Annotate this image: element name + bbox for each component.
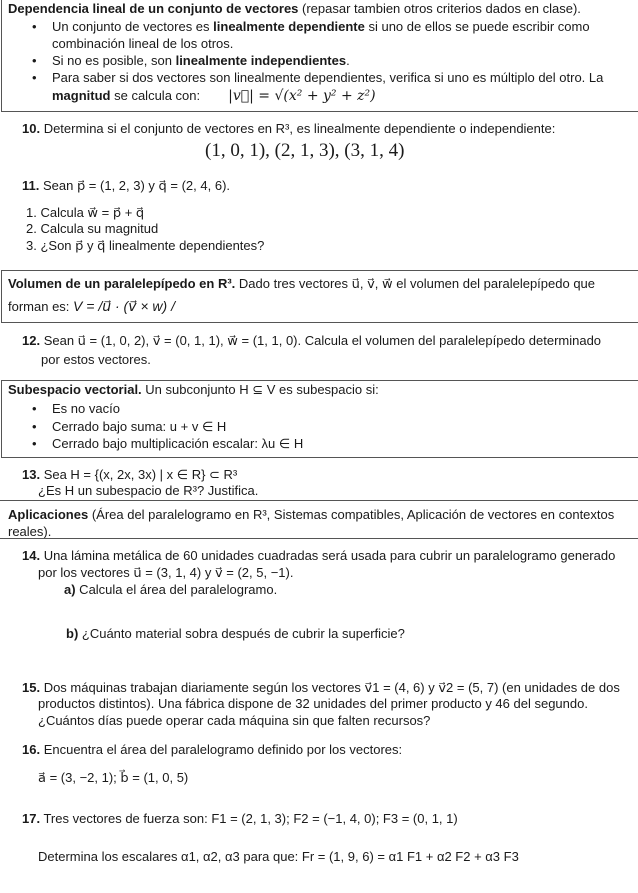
dependencia-title	[8, 1, 581, 17]
q15-continuation: productos distintos). Una fábrica dispone de 32 unidades del primer producto y 46 del segundo.	[38, 696, 588, 711]
question-14	[22, 548, 615, 564]
question-number: 10.	[22, 121, 41, 136]
part-text: ¿Cuánto material sobra después de cubrir la superficie?	[78, 626, 405, 641]
text: se calcula con:	[110, 88, 201, 103]
q14-continuation: por los vectores u⃗ = (3, 1, 4) y v⃗ = (2, 5, −1).	[38, 565, 294, 580]
text: .	[346, 53, 350, 68]
text: (Área del paralelogramo en R³, Sistemas compatibles, Aplicación de vectores en contextos	[88, 507, 615, 522]
question-17	[22, 811, 458, 827]
title-rest: (repasar tambien otros criterios dados en clase).	[298, 1, 581, 16]
q14-part-a	[64, 582, 277, 598]
q11-item: 3. ¿Son p⃗ y q⃗ linealmente dependientes?	[26, 238, 265, 253]
volume-formula: V = /u⃗ · (v⃗ × w) /	[73, 298, 175, 314]
title-bold: Subespacio vectorial.	[8, 382, 142, 397]
text: Dado tres vectores u⃗, v⃗, w⃗ el volumen del paralelepípedo que	[235, 276, 596, 291]
aplicaciones-title	[8, 507, 614, 523]
part-text: Calcula el área del paralelogramo.	[75, 582, 278, 597]
subespacio-bullet: • Cerrado bajo suma: u + v ∈ H	[52, 419, 226, 435]
volumen-formula-line	[8, 298, 175, 315]
text-bold: linealmente dependiente	[213, 19, 365, 34]
title-bold: Aplicaciones	[8, 507, 89, 522]
question-text: Encuentra el área del paralelogramo definido por los vectores:	[40, 742, 403, 757]
question-11	[22, 178, 230, 194]
text-bold: linealmente independientes	[175, 53, 347, 68]
question-16	[22, 742, 402, 758]
question-15	[22, 680, 620, 696]
q10-formula: (1, 0, 1), (2, 1, 3), (3, 1, 4)	[205, 140, 405, 161]
subespacio-title	[8, 382, 379, 398]
text: Un subconjunto H ⊆ V es subespacio si:	[141, 382, 379, 397]
bullet-multiplo: • Para saber si dos vectores son linealmente dependientes, verifica si uno es múltiplo del otro. La	[52, 70, 603, 86]
question-text: Determina si el conjunto de vectores en R³, es linealmente dependiente o independiente:	[40, 121, 556, 136]
magnitude-formula: |v⃗| = √(x² + y² + z²)	[228, 88, 376, 104]
question-13	[22, 467, 237, 483]
question-12	[22, 333, 601, 349]
subespacio-bullet: • Cerrado bajo multiplicación escalar: λu ∈ H	[52, 436, 303, 452]
title-bold: Volumen de un paralelepípedo en R³.	[8, 276, 236, 291]
magnitud-line	[52, 88, 376, 104]
divider	[0, 500, 638, 501]
title-bold: Dependencia lineal de un conjunto de vectores	[8, 1, 299, 16]
volumen-title	[8, 276, 595, 292]
question-number: 17.	[22, 811, 41, 826]
question-text: Sean u⃗ = (1, 0, 2), v⃗ = (0, 1, 1), w⃗ = (1, 1, 0). Calcula el volumen del paralelepípedo determinado	[40, 333, 602, 348]
q14-part-b	[66, 626, 405, 642]
part-label: a)	[64, 582, 76, 597]
text: Si no es posible, son	[52, 53, 176, 68]
subespacio-bullet: • Es no vacío	[52, 401, 120, 417]
question-number: 16.	[22, 742, 41, 757]
text-bold: magnitud	[52, 88, 111, 103]
divider	[0, 538, 638, 539]
text: Un conjunto de vectores es	[52, 19, 214, 34]
question-number: 13.	[22, 467, 41, 482]
part-label: b)	[66, 626, 79, 641]
question-number: 11.	[22, 178, 40, 193]
q11-item: 1. Calcula w⃗ = p⃗ + q⃗	[26, 205, 145, 220]
question-number: 14.	[22, 548, 41, 563]
q13-continuation: ¿Es H un subespacio de R³? Justifica.	[38, 483, 259, 498]
bullet-dependiente	[52, 19, 590, 35]
q11-item: 2. Calcula su magnitud	[26, 221, 159, 236]
q16-vectors: a⃗ = (3, −2, 1); b⃗ = (1, 0, 5)	[38, 770, 189, 785]
question-text: Sea H = {(x, 2x, 3x) | x ∈ R} ⊂ R³	[40, 467, 238, 482]
q17-continuation: Determina los escalares α1, α2, α3 para que: Fr = (1, 9, 6) = α1 F1 + α2 F2 + α3 F3	[38, 849, 519, 864]
question-number: 15.	[22, 680, 41, 695]
text: forman es:	[8, 299, 74, 314]
question-text: Sean p⃗ = (1, 2, 3) y q⃗ = (2, 4, 6).	[39, 178, 231, 193]
q15-continuation: ¿Cuántos días puede operar cada máquina sin que falten recursos?	[38, 713, 431, 728]
question-text: Tres vectores de fuerza son: F1 = (2, 1, 3); F2 = (−1, 4, 0); F3 = (0, 1, 1)	[40, 811, 458, 826]
q12-continuation: por estos vectores.	[41, 352, 151, 367]
bullet-continuation: combinación lineal de los otros.	[52, 36, 234, 51]
question-text: Dos máquinas trabajan diariamente según los vectores v⃗1 = (4, 6) y v⃗2 = (5, 7) (en unidades de dos	[40, 680, 620, 695]
question-number: 12.	[22, 333, 41, 348]
aplicaciones-continuation: reales).	[8, 524, 52, 539]
question-10	[22, 121, 555, 137]
text: si uno de ellos se puede escribir como	[364, 19, 590, 34]
bullet-independiente	[52, 53, 350, 69]
question-text: Una lámina metálica de 60 unidades cuadradas será usada para cubrir un paralelogramo generado	[40, 548, 616, 563]
